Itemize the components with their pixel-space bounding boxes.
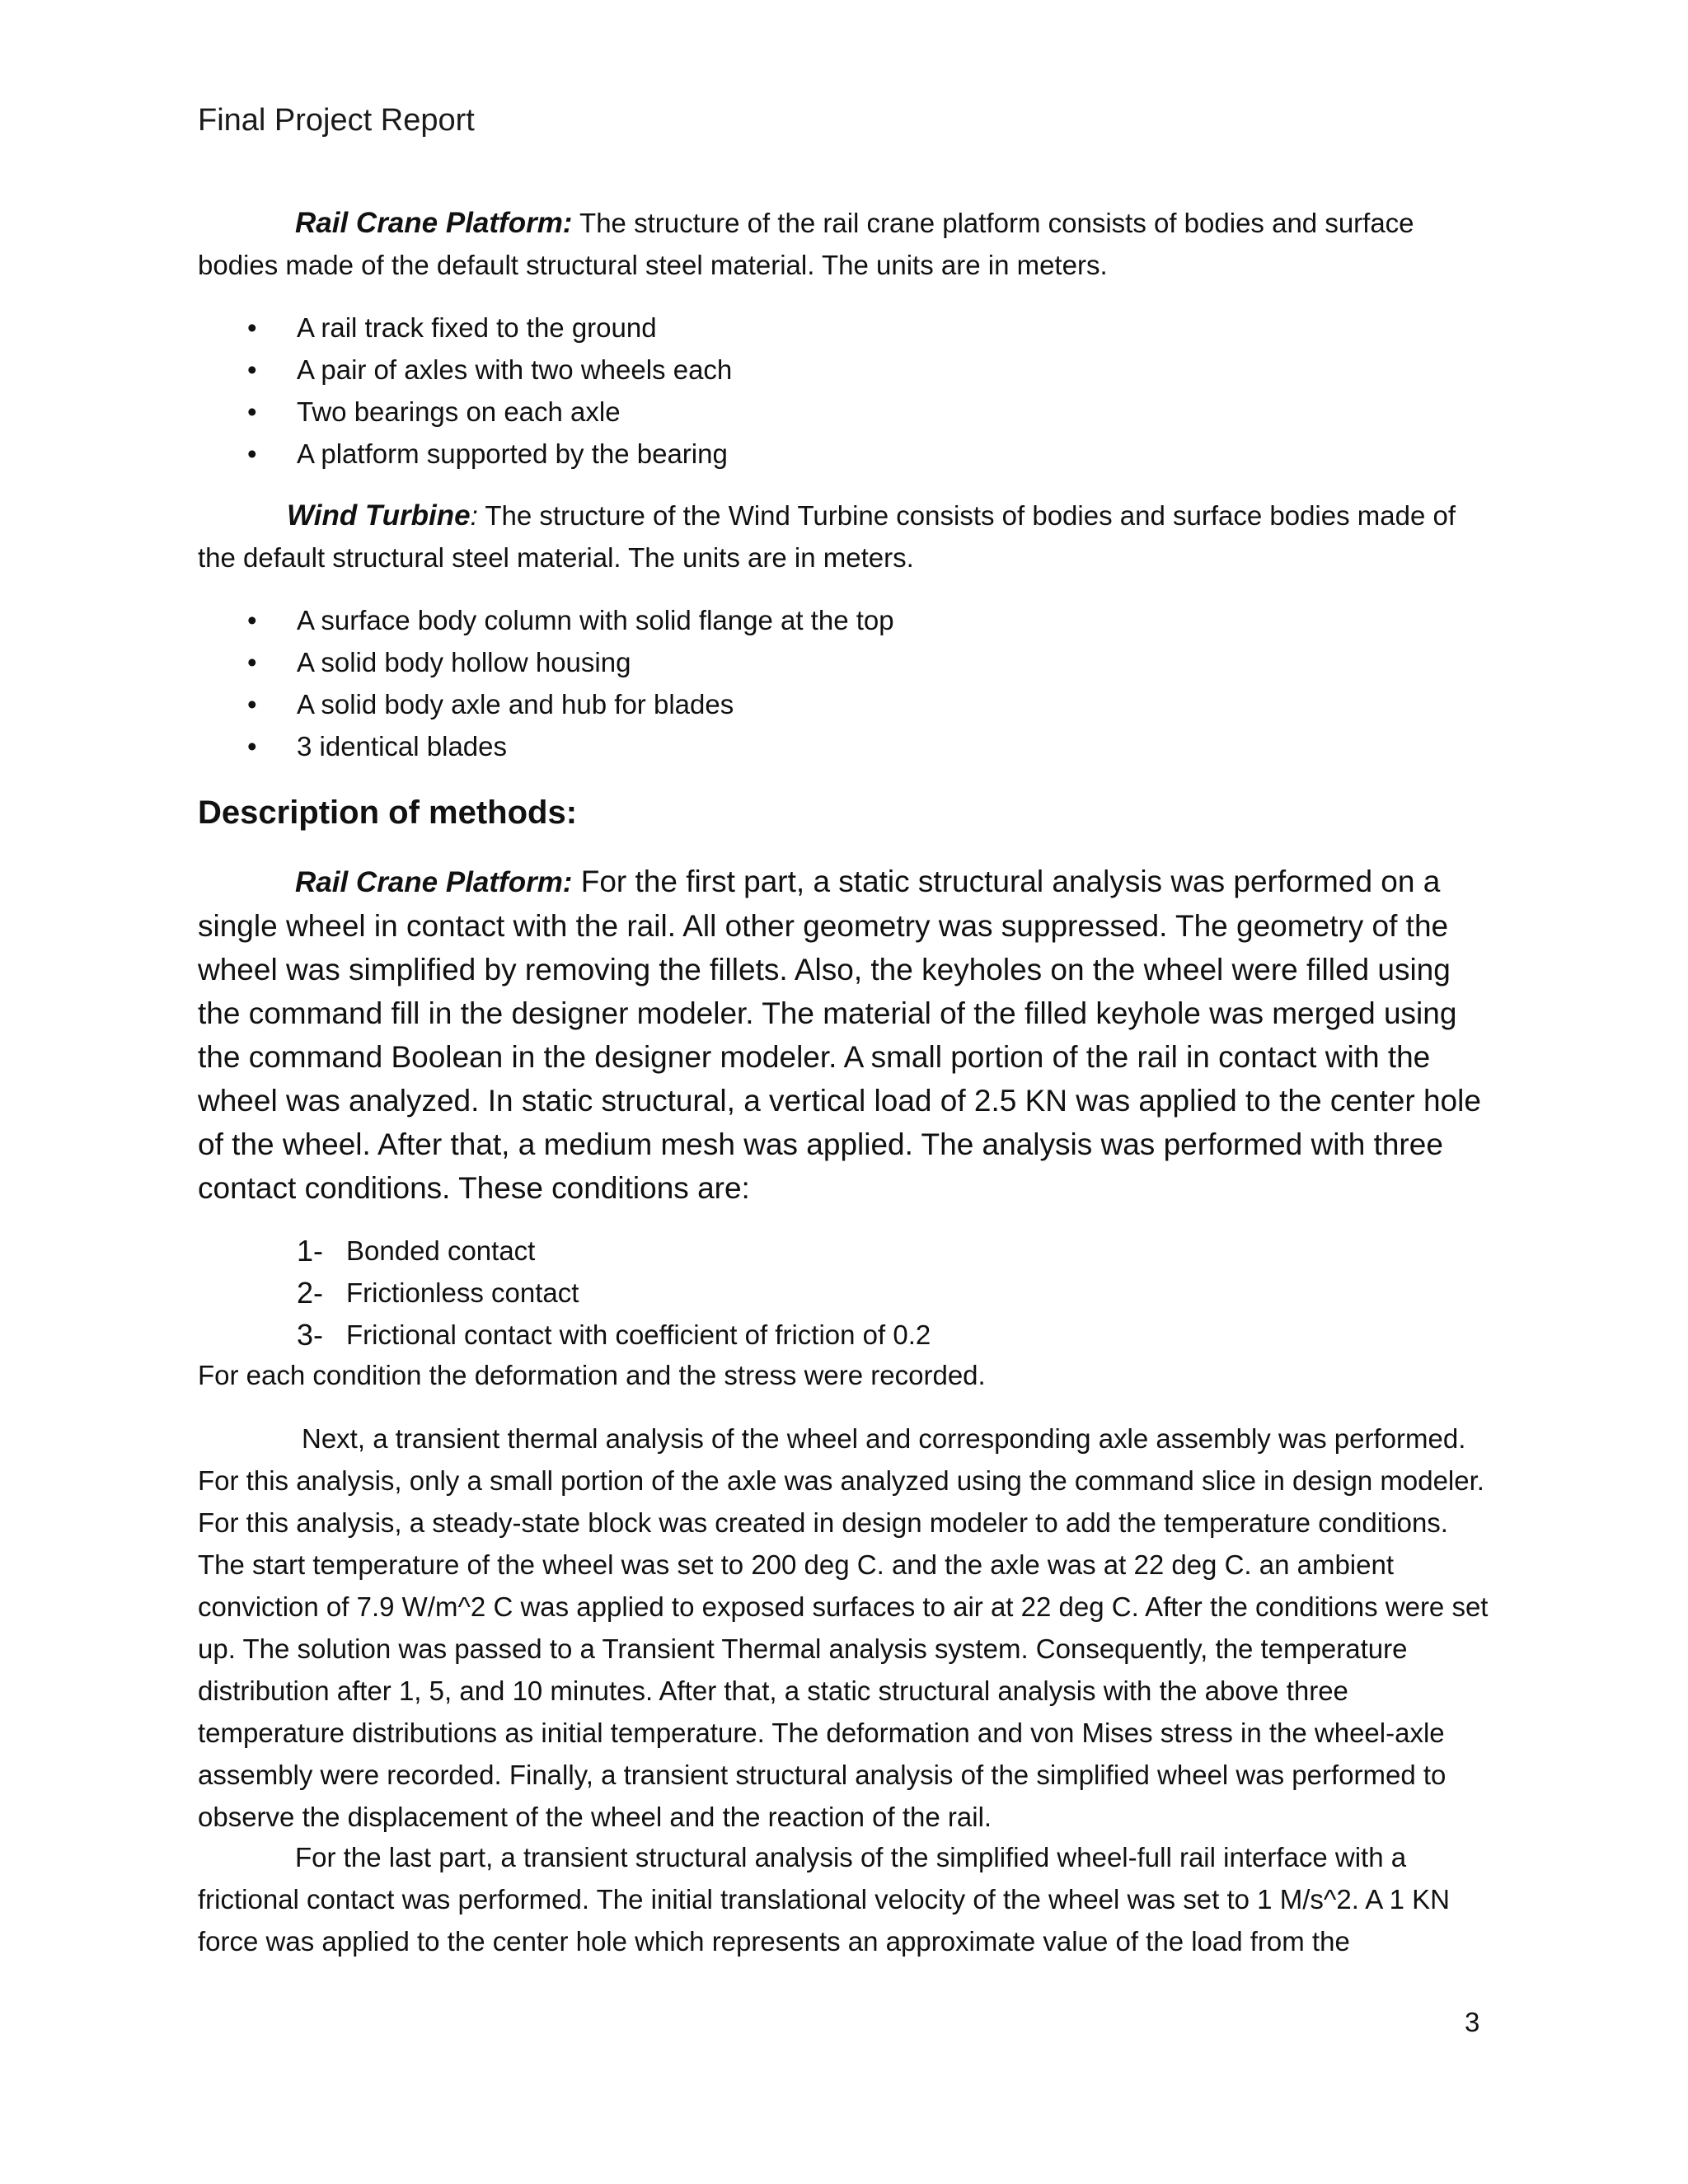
bullet-icon: • xyxy=(247,731,257,762)
list-item: • A surface body column with solid flange at the top xyxy=(198,599,894,641)
rail-crane-intro-lead: Rail Crane Platform: xyxy=(295,207,573,239)
list-item: 1- Bonded contact xyxy=(198,1230,931,1272)
list-number: 3- xyxy=(297,1318,324,1352)
bullet-icon: • xyxy=(247,396,257,427)
list-item: • A solid body hollow housing xyxy=(198,641,894,683)
conditions-summary: For each condition the deformation and the stress were recorded. xyxy=(198,1360,986,1390)
transient-structural-paragraph: For the last part, a transient structural analysis of the simplified wheel-full rail interface with a frictional contact was performed. The initial translational velocity of the wheel was set to 1 M/s^2. A 1 KN force was applied to the center hole which represents an approximate value of the load from the xyxy=(198,1842,1450,1957)
list-number: 1- xyxy=(297,1234,324,1268)
list-item: 2- Frictionless contact xyxy=(198,1272,931,1314)
page-header: Final Project Report xyxy=(198,103,475,138)
wind-turbine-intro-paragraph: Wind Turbine: The structure of the Wind Turbine consists of bodies and surface bodies made of the default structural steel material. The units are in meters. xyxy=(198,499,1456,573)
page-number: 3 xyxy=(1465,2007,1480,2037)
list-item: • A pair of axles with two wheels each xyxy=(198,349,732,391)
methods-paragraph-lead: Rail Crane Platform: xyxy=(295,866,573,898)
contact-conditions-list xyxy=(198,1230,931,1356)
list-item: • A platform supported by the bearing xyxy=(198,433,732,475)
bullet-icon: • xyxy=(247,605,257,635)
bullet-icon: • xyxy=(247,438,257,469)
rail-crane-intro-text: The structure of the rail crane platform consists of bodies and surface bodies made of the default structural steel material. The units are in meters. xyxy=(198,208,1414,280)
bullet-icon: • xyxy=(247,312,257,343)
list-number: 2- xyxy=(297,1276,324,1310)
bullet-icon: • xyxy=(247,647,257,677)
methods-heading: Description of methods: xyxy=(198,794,578,831)
list-item: 3- Frictional contact with coefficient of friction of 0.2 xyxy=(198,1314,931,1356)
rail-crane-bullet-list xyxy=(198,307,732,475)
list-item: • A rail track fixed to the ground xyxy=(198,307,732,349)
wind-turbine-bullet-list xyxy=(198,599,894,767)
bullet-icon: • xyxy=(247,354,257,385)
methods-paragraph xyxy=(198,860,1500,1210)
wind-turbine-intro-lead: Wind Turbine xyxy=(287,499,471,532)
list-item: • 3 identical blades xyxy=(198,725,894,767)
rail-crane-intro-paragraph xyxy=(198,202,1500,286)
methods-paragraph-text: For the first part, a static structural analysis was performed on a single wheel in contact with the rail. All other geometry was suppressed. The geometry of the wheel was simplified by removing the fillets. Also, the keyholes on the wheel were filled using the command fill in the designer modeler. The material of the filled keyhole was merged using the command Boolean in the designer modeler. A small portion of the rail in contact with the wheel was analyzed. In static structural, a vertical load of 2.5 KN was applied to the center hole of the wheel. After that, a medium mesh was applied. The analysis was performed with three contact conditions. These conditions are: xyxy=(198,865,1481,1205)
bullet-icon: • xyxy=(247,689,257,719)
list-item: • Two bearings on each axle xyxy=(198,391,732,433)
list-item: • A solid body axle and hub for blades xyxy=(198,683,894,725)
wind-turbine-intro-text: The structure of the Wind Turbine consists of bodies and surface bodies made of the default structural steel material. The units are in meters. xyxy=(198,500,1456,573)
thermal-analysis-paragraph: Next, a transient thermal analysis of the wheel and corresponding axle assembly was performed. For this analysis, only a small portion of the axle was analyzed using the command slice in design modeler. For this analysis, a steady-state block was created in design modeler to add the temperature conditions. The start temperature of the wheel was set to 200 deg C. and the axle was at 22 deg C. an ambient conviction of 7.9 W/m^2 C was applied to exposed surfaces to air at 22 deg C. After the conditions were set up. The solution was passed to a Transient Thermal analysis system. Consequently, the temperature distribution after 1, 5, and 10 minutes. After that, a static structural analysis with the above three temperature distributions as initial temperature. The deformation and von Mises stress in the wheel-axle assembly were recorded. Finally, a transient structural analysis of the simplified wheel was performed to observe the displacement of the wheel and the reaction of the rail. xyxy=(198,1423,1489,1832)
